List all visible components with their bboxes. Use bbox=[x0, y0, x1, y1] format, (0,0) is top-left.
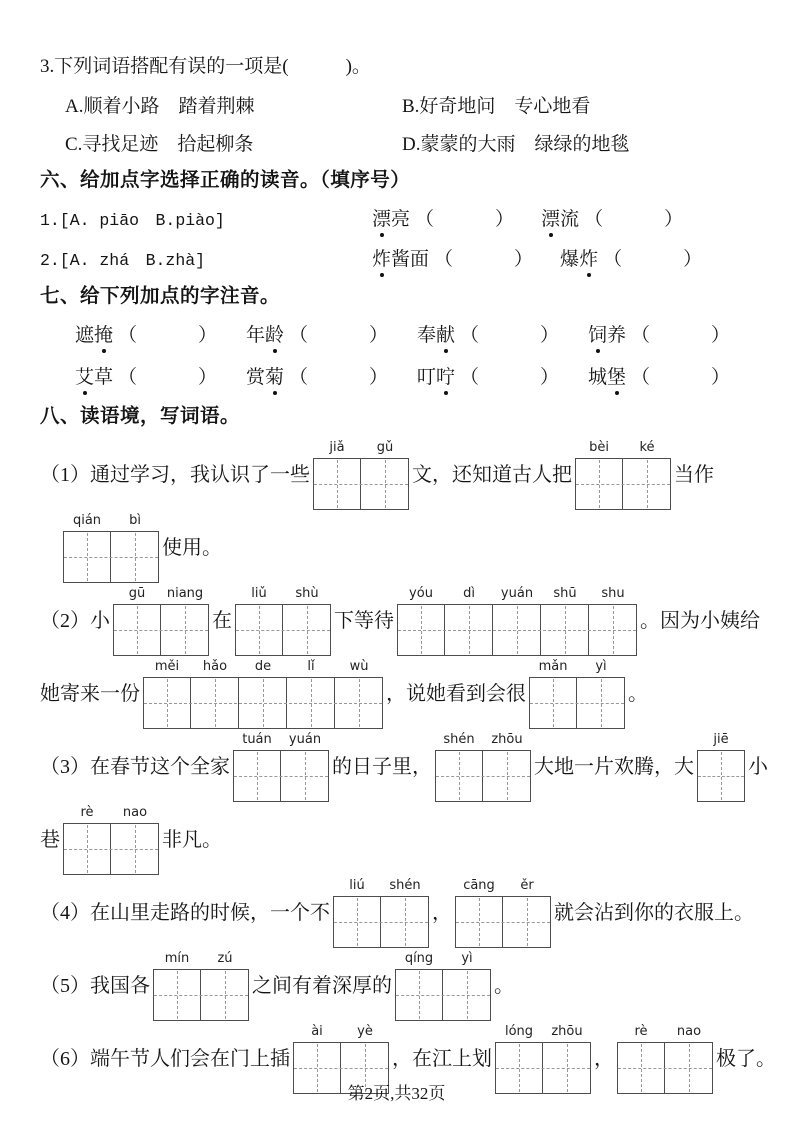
pinyin-syllable: cāng bbox=[463, 878, 495, 893]
pinyin-syllable: shù bbox=[295, 586, 319, 601]
sentence-text: 。因为小姨给 bbox=[640, 610, 760, 632]
pinyin-syllable: qíng bbox=[404, 951, 434, 966]
writing-cells bbox=[153, 969, 249, 1021]
writing-box-group[interactable] bbox=[529, 659, 625, 729]
pinyin-syllable: lóng bbox=[504, 1024, 534, 1039]
writing-cell[interactable] bbox=[161, 604, 209, 656]
writing-box-group[interactable] bbox=[143, 659, 383, 729]
writing-cell[interactable] bbox=[395, 969, 443, 1021]
writing-cells bbox=[435, 750, 531, 802]
dotted-word-item: 城堡 （ ） bbox=[588, 362, 759, 389]
fill-in-sentence-1-cont bbox=[60, 513, 759, 583]
answer-blank[interactable]: （ ） bbox=[289, 367, 390, 388]
dotted-character: 掩 bbox=[94, 320, 113, 347]
sentence-text: （3）在春节这个全家 bbox=[40, 756, 230, 778]
pinyin-syllable: nao bbox=[122, 805, 148, 820]
dotted-word-item: 艾草 （ ） bbox=[75, 362, 246, 389]
pinyin-syllable: liú bbox=[349, 878, 365, 893]
writing-cell[interactable] bbox=[283, 604, 331, 656]
pinyin-syllable: bèi bbox=[589, 440, 609, 455]
writing-cell[interactable] bbox=[111, 823, 159, 875]
writing-box-group[interactable] bbox=[63, 513, 159, 583]
writing-cells bbox=[575, 458, 671, 510]
pinyin-syllable: rè bbox=[634, 1024, 648, 1039]
sentence-text: 的日子里， bbox=[332, 756, 432, 778]
pinyin-syllable: mín bbox=[164, 951, 190, 966]
sentence-text: 。 bbox=[494, 975, 514, 997]
writing-cells bbox=[697, 750, 745, 802]
sentence-text: （6）端午节人们会在门上插 bbox=[40, 1048, 290, 1070]
dotted-character: 炸 bbox=[579, 244, 598, 271]
pinyin-syllable: yì bbox=[461, 951, 473, 966]
writing-box-group[interactable] bbox=[233, 732, 329, 802]
pinyin-syllable: měi bbox=[154, 659, 180, 674]
pinyin-syllable: lǐ bbox=[307, 659, 315, 674]
writing-box-group[interactable] bbox=[313, 440, 409, 510]
fill-in-sentence-3 bbox=[40, 732, 768, 802]
pinyin-labels bbox=[333, 878, 429, 896]
writing-cell[interactable] bbox=[333, 896, 381, 948]
pinyin-labels bbox=[395, 951, 491, 969]
writing-cell[interactable] bbox=[575, 458, 623, 510]
sentence-text: 极了。 bbox=[716, 1048, 776, 1070]
pinyin-labels bbox=[529, 659, 625, 677]
writing-box-group[interactable] bbox=[153, 951, 249, 1021]
writing-cell[interactable] bbox=[529, 677, 577, 729]
pinyin-syllable: yuán bbox=[500, 586, 534, 601]
writing-cell[interactable] bbox=[361, 458, 409, 510]
pinyin-syllable: rè bbox=[80, 805, 94, 820]
sentence-text: 巷 bbox=[40, 829, 60, 851]
pinyin-syllable: shū bbox=[553, 586, 577, 601]
writing-cell[interactable] bbox=[63, 531, 111, 583]
sentence-text: ，说她看到会很 bbox=[386, 683, 526, 705]
fill-in-sentence-4 bbox=[40, 878, 759, 948]
option-a[interactable]: A.顺着小路 踏着荆棘 bbox=[65, 96, 255, 117]
sentence-text: （1）通过学习，我认识了一些 bbox=[40, 464, 310, 486]
pinyin-labels bbox=[397, 586, 637, 604]
writing-cell[interactable] bbox=[589, 604, 637, 656]
writing-cell[interactable] bbox=[445, 604, 493, 656]
sentence-text: 下等待 bbox=[334, 610, 394, 632]
sentence-text: ， bbox=[432, 902, 452, 924]
section7-row-1 bbox=[75, 320, 759, 347]
fill-in-sentence-1 bbox=[40, 440, 759, 510]
dotted-character: 艾 bbox=[75, 362, 94, 389]
writing-box-group[interactable] bbox=[63, 805, 159, 875]
writing-cell[interactable] bbox=[541, 604, 589, 656]
pinyin-syllable: jiē bbox=[713, 732, 729, 747]
section6-row-1 bbox=[40, 204, 759, 231]
answer-blank[interactable]: （ ） bbox=[631, 325, 732, 346]
pinyin-syllable: bì bbox=[129, 513, 141, 528]
answer-blank[interactable]: （ ） bbox=[603, 249, 704, 270]
dotted-word-item: 漂流 （ ） bbox=[541, 204, 684, 231]
pinyin-syllable: gū bbox=[128, 586, 146, 601]
fill-in-sentence-3-cont bbox=[40, 805, 759, 875]
sentence-text: 使用。 bbox=[162, 537, 222, 559]
writing-cell[interactable] bbox=[455, 896, 503, 948]
sentence-text: （5）我国各 bbox=[40, 975, 150, 997]
option-b[interactable]: B.好奇地问 专心地看 bbox=[402, 96, 591, 117]
pinyin-syllable: liǔ bbox=[251, 586, 267, 601]
dotted-word-item: 奉献 （ ） bbox=[417, 320, 588, 347]
sentence-text: 非凡。 bbox=[162, 829, 222, 851]
writing-cells bbox=[313, 458, 409, 510]
writing-cell[interactable] bbox=[493, 604, 541, 656]
writing-box-group[interactable] bbox=[697, 732, 745, 802]
pinyin-syllable: ěr bbox=[520, 878, 534, 893]
writing-box-group[interactable] bbox=[235, 586, 331, 656]
writing-box-group[interactable] bbox=[575, 440, 671, 510]
pinyin-labels bbox=[617, 1024, 713, 1042]
pinyin-syllable: yuán bbox=[288, 732, 322, 747]
dotted-word-item: 饲养 （ ） bbox=[588, 320, 759, 347]
sentence-text: 小 bbox=[748, 756, 768, 778]
pinyin-labels bbox=[455, 878, 551, 896]
pinyin-syllable: ké bbox=[639, 440, 655, 455]
sentence-text: 就会沾到你的衣服上。 bbox=[554, 902, 754, 924]
writing-cells bbox=[455, 896, 551, 948]
writing-cell[interactable] bbox=[153, 969, 201, 1021]
writing-cell[interactable] bbox=[233, 750, 281, 802]
option-c[interactable]: C.寻找足迹 拾起柳条 bbox=[65, 134, 254, 155]
fill-in-sentence-2 bbox=[40, 586, 759, 656]
answer-blank[interactable]: （ ） bbox=[415, 209, 516, 230]
question3-options bbox=[65, 94, 759, 158]
pinyin-labels bbox=[293, 1024, 389, 1042]
writing-cell[interactable] bbox=[191, 677, 239, 729]
pinyin-choice-bracket: 1.[A. piāo B.piào] bbox=[40, 211, 225, 230]
writing-cell[interactable] bbox=[143, 677, 191, 729]
pinyin-labels bbox=[313, 440, 409, 458]
pinyin-labels bbox=[63, 805, 159, 823]
answer-blank[interactable]: （ ） bbox=[584, 209, 685, 230]
pinyin-labels bbox=[113, 586, 209, 604]
writing-cell[interactable] bbox=[313, 458, 361, 510]
dotted-character: 龄 bbox=[265, 320, 284, 347]
writing-cells bbox=[63, 531, 159, 583]
sentence-text: ， bbox=[594, 1048, 614, 1070]
writing-cell[interactable] bbox=[63, 823, 111, 875]
writing-cell[interactable] bbox=[201, 969, 249, 1021]
writing-cell[interactable] bbox=[239, 677, 287, 729]
writing-cell[interactable] bbox=[335, 677, 383, 729]
pinyin-syllable: niang bbox=[166, 586, 204, 601]
pinyin-syllable: zú bbox=[217, 951, 233, 966]
pinyin-labels bbox=[63, 513, 159, 531]
answer-blank[interactable]: （ ） bbox=[434, 249, 535, 270]
fill-in-sentence-2-cont bbox=[40, 659, 759, 729]
pinyin-labels bbox=[495, 1024, 591, 1042]
fill-in-sentence-5 bbox=[40, 951, 759, 1021]
writing-cell[interactable] bbox=[113, 604, 161, 656]
pinyin-labels bbox=[143, 659, 383, 677]
answer-blank[interactable]: （ ） bbox=[289, 325, 390, 346]
writing-cell[interactable] bbox=[623, 458, 671, 510]
dotted-character: 咛 bbox=[436, 362, 455, 389]
sentence-text: 当作 bbox=[674, 464, 714, 486]
section7-row-2 bbox=[75, 362, 759, 389]
writing-box-group[interactable] bbox=[395, 951, 491, 1021]
answer-blank[interactable]: （ ） bbox=[118, 325, 219, 346]
dotted-word-item: 赏菊 （ ） bbox=[246, 362, 417, 389]
dotted-character: 菊 bbox=[265, 362, 284, 389]
answer-blank[interactable]: （ ） bbox=[460, 325, 561, 346]
writing-cells bbox=[529, 677, 625, 729]
writing-box-group[interactable] bbox=[455, 878, 551, 948]
pinyin-syllable: de bbox=[254, 659, 272, 674]
writing-cell[interactable] bbox=[287, 677, 335, 729]
sentence-text: （2）小 bbox=[40, 610, 110, 632]
writing-box-group[interactable] bbox=[333, 878, 429, 948]
writing-cell[interactable] bbox=[111, 531, 159, 583]
writing-cells bbox=[63, 823, 159, 875]
pinyin-labels bbox=[233, 732, 329, 750]
section6-row-2 bbox=[40, 244, 759, 271]
pinyin-syllable: shén bbox=[389, 878, 421, 893]
dotted-word-item: 叮咛 （ ） bbox=[417, 362, 588, 389]
writing-box-group[interactable] bbox=[397, 586, 637, 656]
section7-title: 七、给下列加点的字注音。 bbox=[40, 286, 281, 307]
dotted-character: 饲 bbox=[588, 320, 607, 347]
writing-cell[interactable] bbox=[697, 750, 745, 802]
pinyin-labels bbox=[575, 440, 671, 458]
answer-blank[interactable]: （ ） bbox=[118, 367, 219, 388]
writing-cell[interactable] bbox=[503, 896, 551, 948]
answer-blank[interactable]: （ ） bbox=[631, 367, 732, 388]
answer-blank[interactable]: （ ） bbox=[460, 367, 561, 388]
writing-box-group[interactable] bbox=[435, 732, 531, 802]
sentence-text: 大地一片欢腾，大 bbox=[534, 756, 694, 778]
pinyin-syllable: shu bbox=[601, 586, 625, 601]
sentence-text: 。 bbox=[628, 683, 648, 705]
sentence-text: 之间有着深厚的 bbox=[252, 975, 392, 997]
writing-cell[interactable] bbox=[397, 604, 445, 656]
pinyin-syllable: yóu bbox=[409, 586, 433, 601]
pinyin-syllable: ài bbox=[311, 1024, 323, 1039]
writing-cell[interactable] bbox=[443, 969, 491, 1021]
writing-cells bbox=[397, 604, 637, 656]
dotted-word-item: 年龄 （ ） bbox=[246, 320, 417, 347]
section8-title: 八、读语境，写词语。 bbox=[40, 406, 241, 427]
pinyin-syllable: wù bbox=[349, 659, 369, 674]
pinyin-syllable: tuán bbox=[242, 732, 272, 747]
writing-cell[interactable] bbox=[483, 750, 531, 802]
pinyin-syllable: hǎo bbox=[202, 659, 228, 674]
dotted-character: 漂 bbox=[541, 204, 560, 231]
sentence-text: 文，还知道古人把 bbox=[412, 464, 572, 486]
writing-cells bbox=[143, 677, 383, 729]
pinyin-syllable: shén bbox=[443, 732, 475, 747]
writing-cells bbox=[333, 896, 429, 948]
writing-cell[interactable] bbox=[435, 750, 483, 802]
writing-cells bbox=[395, 969, 491, 1021]
dotted-character: 漂 bbox=[372, 204, 391, 231]
pinyin-syllable: mǎn bbox=[538, 659, 568, 674]
pinyin-labels bbox=[697, 732, 745, 750]
pinyin-syllable: qián bbox=[72, 513, 102, 528]
pinyin-labels bbox=[435, 732, 531, 750]
writing-cell[interactable] bbox=[281, 750, 329, 802]
writing-cell[interactable] bbox=[381, 896, 429, 948]
writing-cell[interactable] bbox=[577, 677, 625, 729]
option-d[interactable]: D.蒙蒙的大雨 绿绿的地毯 bbox=[402, 134, 630, 155]
dotted-character: 炸 bbox=[372, 244, 391, 271]
writing-cells bbox=[233, 750, 329, 802]
pinyin-choice-bracket: 2.[A. zhá B.zhà] bbox=[40, 251, 206, 270]
sentence-text: （4）在山里走路的时候，一个不 bbox=[40, 902, 330, 924]
pinyin-labels bbox=[153, 951, 249, 969]
writing-cell[interactable] bbox=[235, 604, 283, 656]
sentence-text: 她寄来一份 bbox=[40, 683, 140, 705]
pinyin-syllable: nao bbox=[676, 1024, 702, 1039]
sentence-text: 在 bbox=[212, 610, 232, 632]
dotted-character: 献 bbox=[436, 320, 455, 347]
writing-cells bbox=[235, 604, 331, 656]
pinyin-syllable: gǔ bbox=[376, 440, 394, 455]
pinyin-syllable: zhōu bbox=[551, 1024, 583, 1039]
section6-title: 六、给加点字选择正确的读音。（填序号） bbox=[40, 170, 411, 191]
pinyin-syllable: dì bbox=[463, 586, 475, 601]
dotted-word-item: 爆炸 （ ） bbox=[560, 244, 703, 271]
dotted-word-item: 炸酱面 （ ） bbox=[372, 244, 534, 271]
question3-stem: 3.下列词语搭配有误的一项是( )。 bbox=[40, 56, 371, 77]
sentence-text: ，在江上划 bbox=[392, 1048, 492, 1070]
pinyin-syllable: yè bbox=[357, 1024, 373, 1039]
dotted-character: 堡 bbox=[607, 362, 626, 389]
dotted-word-item: 遮掩 （ ） bbox=[75, 320, 246, 347]
page-footer: 第2页,共32页 bbox=[347, 1084, 446, 1103]
writing-cells bbox=[113, 604, 209, 656]
pinyin-syllable: jiǎ bbox=[329, 440, 345, 455]
pinyin-labels bbox=[235, 586, 331, 604]
writing-box-group[interactable] bbox=[113, 586, 209, 656]
dotted-word-item: 漂亮 （ ） bbox=[372, 204, 515, 231]
pinyin-syllable: yì bbox=[595, 659, 607, 674]
pinyin-syllable: zhōu bbox=[491, 732, 523, 747]
